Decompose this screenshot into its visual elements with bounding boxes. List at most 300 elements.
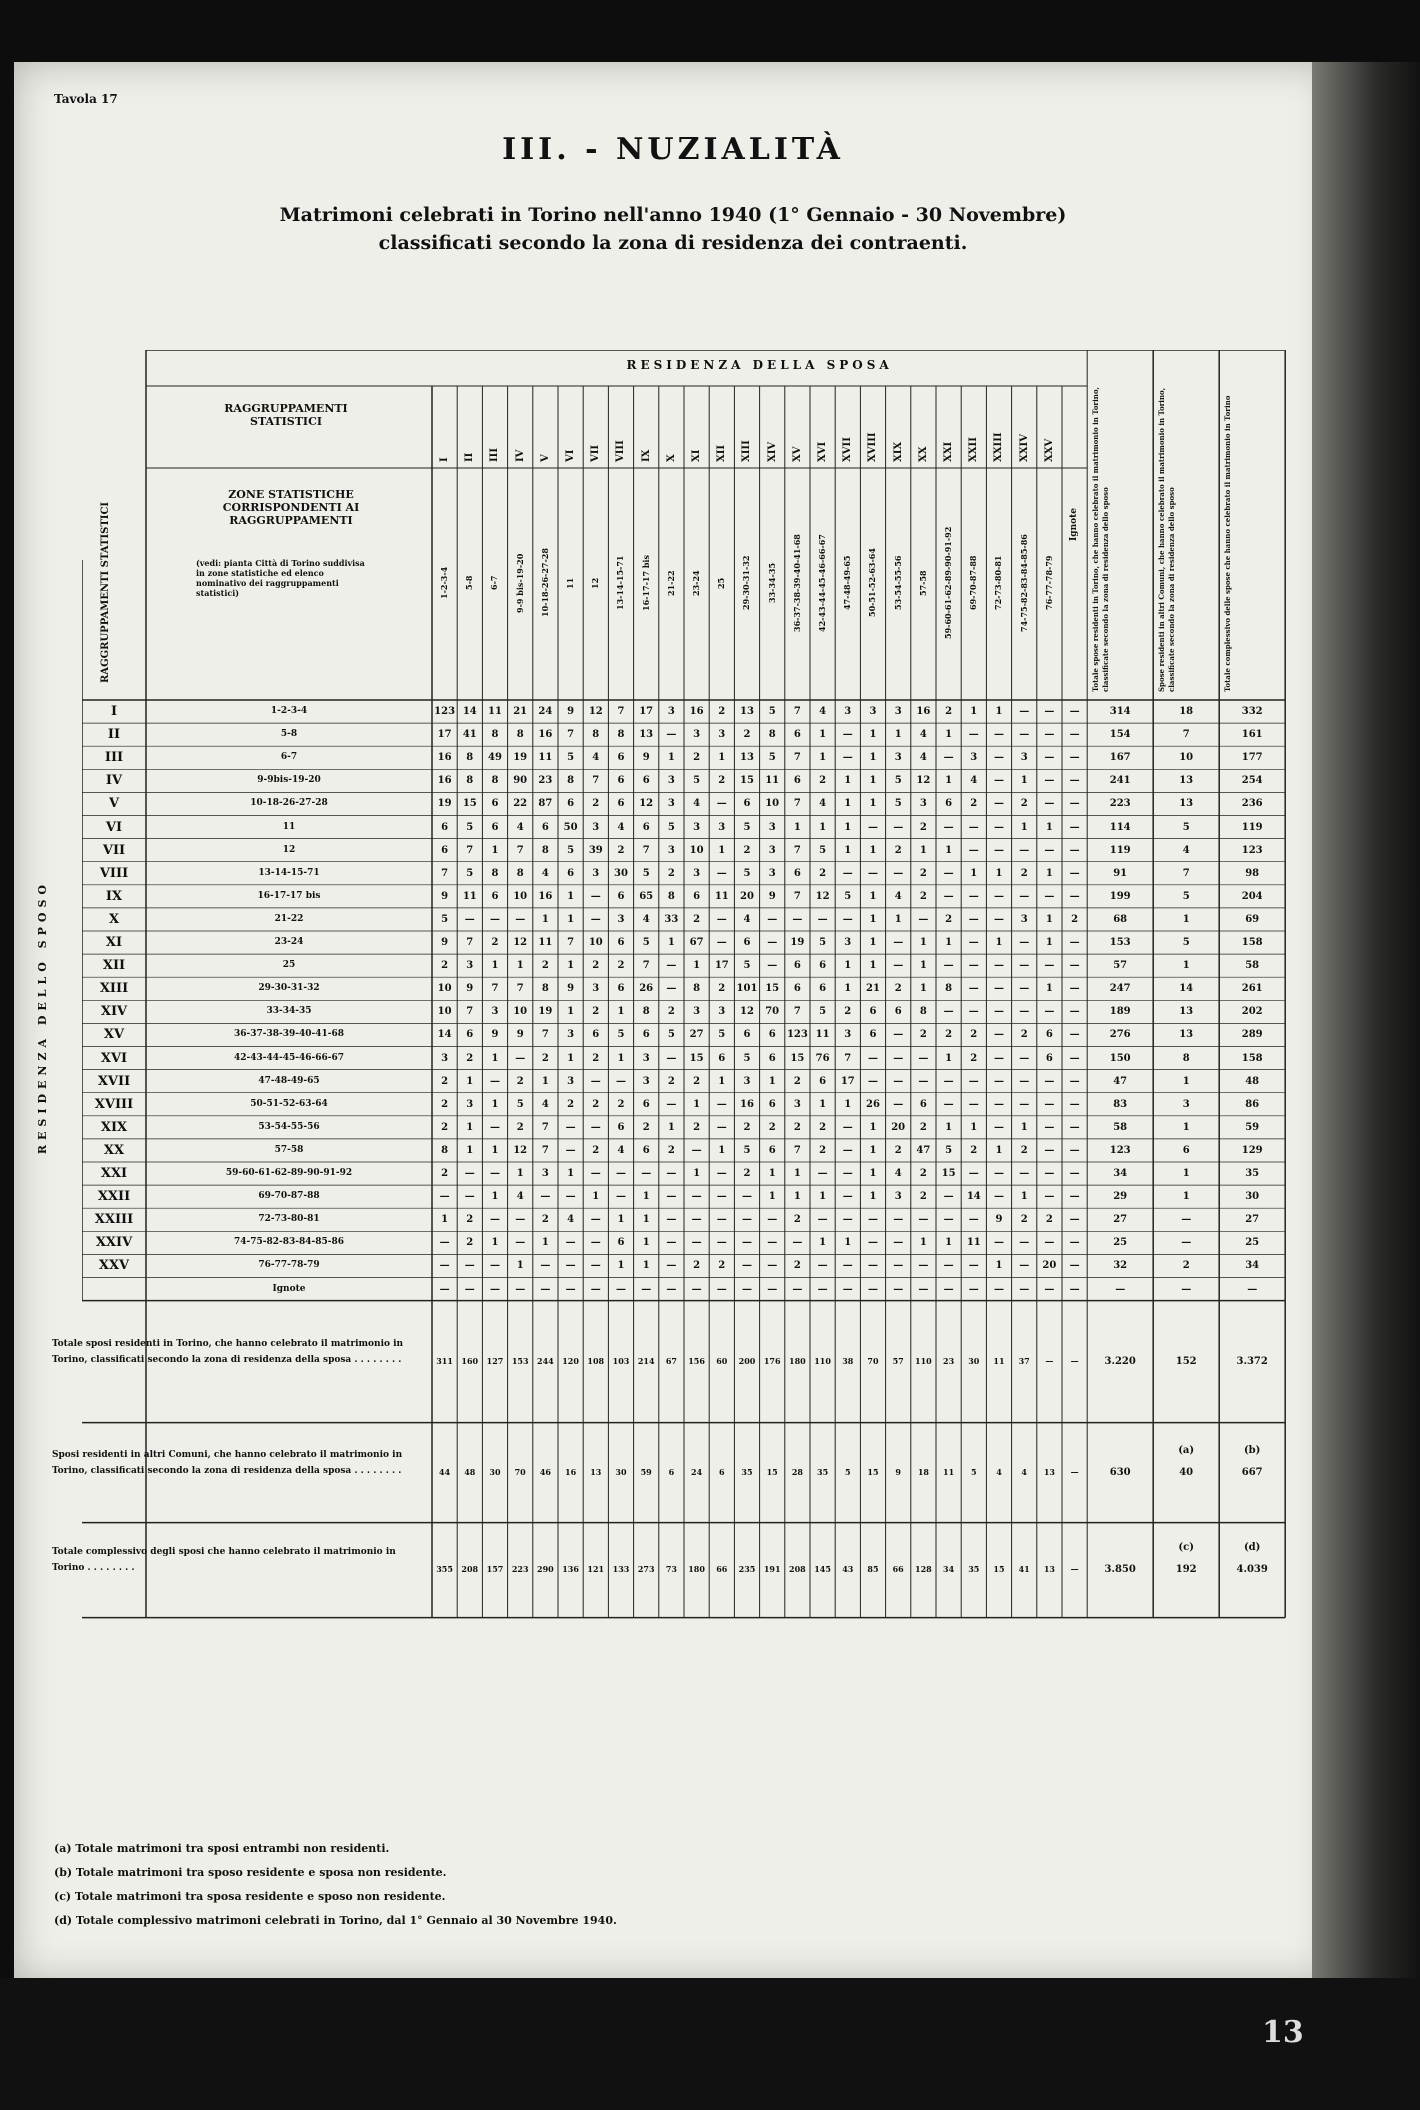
row-total-complessivo: 86 [1245, 1098, 1260, 1110]
table-cell: 7 [466, 844, 474, 856]
table-cell: — [993, 798, 1004, 810]
table-cell: — [1069, 1098, 1080, 1110]
table-cell: — [893, 1029, 904, 1041]
table-cell: 6 [491, 821, 499, 833]
table-cell: — [867, 1237, 878, 1249]
table-cell: — [1044, 1283, 1055, 1295]
table-cell: — [842, 1144, 853, 1156]
table-cell: 14 [966, 1191, 981, 1203]
col-total-torino-header: Totale spose residenti in Torino, che hanno celebrato il matrimonio in Torino, classificate secondo la zona di residenza dello sposo [1091, 387, 1111, 692]
table-cell: 8 [667, 890, 675, 902]
table-cell: — [1069, 729, 1080, 741]
row-total-complessivo: 35 [1245, 1168, 1260, 1179]
row-total-complessivo: 25 [1245, 1237, 1260, 1249]
table-cell: 1 [844, 960, 852, 972]
table-cell: 1 [844, 983, 852, 995]
table-cell: — [489, 1283, 500, 1295]
totals-cell: 208 [789, 1564, 806, 1575]
table-cell: 1 [693, 1168, 701, 1179]
table-cell: 1 [819, 752, 827, 764]
table-cell: 5 [743, 867, 751, 879]
table-cell: — [716, 1237, 727, 1249]
table-cell: 1 [567, 960, 575, 972]
table-cell: 3 [844, 1029, 852, 1041]
table-cell: — [716, 1214, 727, 1226]
table-cell: 41 [462, 729, 477, 741]
table-cell: 9 [466, 983, 474, 995]
table-cell: 4 [894, 1168, 902, 1179]
row-total-complessivo: 69 [1245, 913, 1260, 925]
table-cell: — [590, 1075, 601, 1087]
totals-total-altri: 40 [1179, 1466, 1194, 1478]
table-cell: 2 [945, 706, 953, 717]
row-total-altri: 3 [1182, 1098, 1190, 1110]
totals-cell: 290 [537, 1564, 554, 1575]
table-cell: 8 [491, 775, 499, 787]
totals-cell: 128 [915, 1564, 932, 1575]
totals-total-altri: 152 [1175, 1355, 1197, 1367]
table-cell: — [1019, 1006, 1030, 1018]
col-totale-complessivo-header: Totale complessivo delle spose che hanno celebrato il matrimonio in Torino [1223, 395, 1233, 692]
table-cell: — [1044, 1098, 1055, 1110]
table-cell: 1 [693, 1098, 701, 1110]
table-cell: 9 [516, 1029, 524, 1041]
table-cell: 2 [466, 1214, 474, 1226]
col-group-header: VII [590, 444, 602, 462]
table-cell: — [540, 1283, 551, 1295]
table-cell: — [464, 1191, 475, 1203]
row-group-label: XI [105, 935, 123, 950]
row-total-torino: 223 [1109, 798, 1131, 810]
table-cell: 3 [441, 1052, 449, 1064]
table-cell: 2 [466, 1052, 474, 1064]
table-cell: 8 [491, 867, 499, 879]
table-cell: 6 [617, 983, 625, 995]
table-cell: 6 [617, 798, 625, 810]
table-cell: 1 [869, 1144, 877, 1156]
totals-cell: 5 [970, 1466, 977, 1477]
table-cell: — [1044, 844, 1055, 856]
table-cell: — [842, 1191, 853, 1203]
table-cell: 1 [567, 913, 575, 925]
table-cell: 2 [667, 1006, 675, 1018]
row-total-altri: — [1181, 1214, 1192, 1226]
table-cell: 21 [866, 983, 880, 995]
table-cell: 6 [793, 960, 801, 972]
table-cell: 1 [718, 844, 726, 856]
table-cell: 4 [541, 867, 549, 879]
table-cell: 1 [768, 1075, 776, 1087]
table-cell: 3 [567, 1029, 575, 1041]
table-cell: — [943, 1191, 954, 1203]
totals-cell: 4 [1021, 1466, 1027, 1477]
col-zone-header: 42-43-44-45-46-66-67 [817, 534, 827, 632]
row-total-complessivo: 58 [1245, 960, 1260, 972]
table-cell: 6 [617, 1121, 625, 1133]
table-cell: 1 [516, 1168, 524, 1179]
row-total-complessivo: 59 [1245, 1121, 1260, 1133]
table-cell: 2 [693, 1121, 701, 1133]
table-cell: — [1069, 1006, 1080, 1018]
table-cell: — [666, 1283, 677, 1295]
table-cell: 39 [588, 844, 603, 856]
table-cell: — [993, 775, 1004, 787]
table-cell: 1 [894, 913, 902, 925]
row-total-torino: — [1115, 1283, 1126, 1295]
totals-total-torino: 3.220 [1104, 1355, 1136, 1367]
table-cell: — [1069, 890, 1080, 902]
table-cell: — [1069, 752, 1080, 764]
table-cell: 3 [592, 867, 600, 879]
table-cell: — [1069, 1144, 1080, 1156]
table-cell: — [489, 1075, 500, 1087]
table-cell: — [716, 1168, 727, 1179]
table-cell: 1 [919, 1237, 927, 1249]
table-cell: 8 [441, 1144, 449, 1156]
table-cell: — [1044, 1237, 1055, 1249]
totals-cell: 13 [1043, 1564, 1055, 1575]
table-cell: 6 [1045, 1052, 1053, 1064]
table-cell: 10 [437, 1006, 452, 1018]
table-cell: 3 [844, 706, 852, 717]
table-cell: 2 [592, 960, 600, 972]
table-cell: 22 [513, 798, 528, 810]
table-cell: 3 [693, 1006, 701, 1018]
row-total-complessivo: 158 [1241, 1052, 1263, 1064]
table-cell: 2 [567, 1098, 575, 1110]
table-cell: — [1044, 775, 1055, 787]
table-cell: — [767, 1260, 778, 1272]
table-cell: — [968, 821, 979, 833]
table-cell: 47 [916, 1144, 931, 1156]
totals-cell: 66 [716, 1564, 728, 1575]
table-cell: 1 [516, 1260, 524, 1272]
table-cell: 1 [441, 1214, 449, 1226]
totals-cell: 13 [590, 1466, 602, 1477]
row-zone-label: 76-77-78-79 [258, 1260, 320, 1271]
totals-cell: 66 [892, 1564, 904, 1575]
table-cell: 1 [869, 752, 877, 764]
table-cell: 6 [617, 775, 625, 787]
row-zone-label: 5-8 [280, 729, 298, 740]
table-cell: — [1069, 983, 1080, 995]
table-cell: — [716, 1283, 727, 1295]
table-cell: — [767, 960, 778, 972]
table-cell: 1 [919, 844, 927, 856]
table-cell: 6 [567, 798, 575, 810]
row-zone-label: 21-22 [274, 913, 304, 924]
row-total-complessivo: 48 [1245, 1075, 1260, 1087]
col-zone-header: 12 [590, 577, 601, 589]
table-cell: 26 [639, 983, 654, 995]
row-total-altri: 1 [1182, 1121, 1190, 1133]
table-cell: 16 [916, 706, 931, 717]
totals-cell: 235 [738, 1564, 756, 1575]
table-cell: 6 [793, 983, 801, 995]
table-cell: 6 [617, 1237, 625, 1249]
table-cell: — [666, 1052, 677, 1064]
table-cell: 21 [513, 706, 528, 717]
table-cell: 5 [642, 867, 650, 879]
row-group-label: XVIII [94, 1096, 134, 1112]
table-cell: 1 [617, 1052, 625, 1064]
row-total-complessivo: 204 [1241, 890, 1263, 902]
row-total-altri: 6 [1182, 1144, 1190, 1156]
table-cell: — [767, 1237, 778, 1249]
col-group-header: VI [565, 449, 576, 462]
table-cell: — [691, 1237, 702, 1249]
table-cell: — [968, 960, 979, 972]
table-cell: 1 [567, 890, 575, 902]
page-edge-shadow [1312, 62, 1420, 2110]
table-cell: 23 [538, 775, 553, 787]
table-cell: 6 [617, 937, 625, 948]
table-cell: 2 [516, 1121, 524, 1133]
table-cell: 5 [693, 775, 701, 787]
table-cell: 30 [614, 867, 628, 879]
table-cell: 1 [844, 821, 852, 833]
page-number: 13 [1262, 2015, 1304, 2050]
table-cell: 70 [765, 1006, 780, 1018]
table-cell: 5 [743, 960, 751, 972]
row-total-complessivo: 177 [1241, 752, 1263, 764]
footnote-marker: (b) [1243, 1444, 1261, 1456]
table-cell: — [1044, 1075, 1055, 1087]
col-group-header: XXIII [993, 432, 1005, 462]
table-cell: — [666, 960, 677, 972]
table-cell: 90 [513, 775, 528, 787]
table-cell: — [767, 1283, 778, 1295]
row-zone-label: 57-58 [274, 1144, 304, 1155]
table-cell: — [943, 960, 954, 972]
table-cell: 3 [617, 913, 625, 925]
table-cell: — [1069, 1214, 1080, 1226]
table-cell: 5 [819, 937, 827, 948]
row-group-label: XX [103, 1142, 125, 1158]
table-cell: 76 [815, 1052, 830, 1064]
row-group-label: XXIV [95, 1235, 133, 1251]
row-zone-label: 74-75-82-83-84-85-86 [233, 1237, 345, 1248]
table-cell: — [489, 1214, 500, 1226]
table-cell: 11 [462, 890, 477, 902]
table-cell: — [767, 1214, 778, 1226]
table-cell: 123 [434, 706, 456, 717]
totals-cell: 200 [738, 1355, 756, 1366]
table-cell: 1 [667, 1121, 675, 1133]
table-cell: 2 [693, 913, 701, 925]
table-cell: 4 [567, 1214, 575, 1226]
table-cell: — [867, 1260, 878, 1272]
row-group-label: V [108, 796, 120, 812]
table-cell: — [691, 1214, 702, 1226]
table-cell: 2 [541, 960, 549, 972]
table-cell: 3 [466, 1098, 474, 1110]
table-cell: 1 [919, 937, 927, 948]
col-group-header: XX [917, 446, 929, 462]
table-cell: 1 [642, 1191, 650, 1203]
row-group-label: XVII [97, 1073, 131, 1089]
table-cell: 2 [793, 1121, 801, 1133]
table-cell: — [1069, 1237, 1080, 1249]
table-cell: — [993, 752, 1004, 764]
table-cell: 11 [765, 775, 780, 787]
table-cell: 4 [743, 913, 751, 925]
table-cell: — [918, 1075, 929, 1087]
table-cell: 1 [995, 937, 1003, 948]
row-group-label: X [108, 911, 120, 927]
table-cell: 2 [441, 1075, 449, 1087]
table-cell: 2 [441, 1098, 449, 1110]
table-cell: 50 [563, 821, 578, 833]
table-cell: 4 [693, 798, 701, 810]
row-total-altri: 1 [1182, 1168, 1190, 1179]
row-total-altri: 1 [1182, 913, 1190, 925]
table-cell: — [641, 1168, 652, 1179]
col-group-header: III [489, 447, 501, 462]
table-cell: 20 [891, 1121, 906, 1133]
table-cell: 1 [516, 960, 524, 972]
table-cell: — [1044, 798, 1055, 810]
totals-cell: 110 [814, 1355, 831, 1366]
table-cell: 7 [642, 960, 650, 972]
col-group-header: XII [716, 444, 728, 462]
col-group-header: XXV [1043, 438, 1055, 462]
totals-cell: 73 [665, 1564, 677, 1575]
col-group-header: X [665, 454, 677, 462]
table-cell: 6 [441, 821, 449, 833]
table-cell: — [817, 1283, 828, 1295]
table-cell: 1 [642, 1214, 650, 1226]
raggruppamenti-header: RAGGRUPPAMENTI STATISTICI [224, 402, 348, 428]
table-cell: 16 [538, 729, 553, 741]
table-cell: 3 [718, 1006, 726, 1018]
table-cell: 3 [1020, 752, 1028, 764]
col-zone-header: 53-54-55-56 [892, 555, 903, 611]
table-cell: — [1019, 1098, 1030, 1110]
row-zone-label: 12 [282, 844, 296, 855]
table-cell: 1 [945, 1237, 953, 1249]
col-zone-header: 50-51-52-63-64 [867, 548, 878, 618]
table-cell: — [968, 1283, 979, 1295]
table-cell: — [867, 1052, 878, 1064]
totals-cell: 41 [1018, 1564, 1030, 1575]
table-cell: — [1019, 983, 1030, 995]
table-cell: 3 [667, 775, 675, 787]
table-cell: 26 [866, 1098, 880, 1110]
table-cell: 9 [995, 1214, 1003, 1226]
table-cell: — [1069, 1075, 1080, 1087]
row-group-label: XII [102, 958, 126, 974]
table-cell: — [993, 983, 1004, 995]
table-cell: 2 [819, 867, 827, 879]
table-cell: 7 [516, 983, 524, 995]
table-cell: 6 [793, 867, 801, 879]
totals-cell: 15 [993, 1564, 1005, 1575]
col-group-header: IV [514, 449, 526, 462]
row-total-torino: 154 [1109, 729, 1131, 741]
table-cell: — [1019, 1052, 1030, 1064]
table-cell: 2 [894, 1144, 902, 1156]
table-cell: 2 [592, 1144, 600, 1156]
table-cell: — [1019, 960, 1030, 972]
table-cell: 1 [995, 1260, 1003, 1272]
table-cell: 2 [970, 1029, 978, 1041]
table-cell: — [1019, 890, 1030, 902]
totals-total-complessivo: 667 [1241, 1466, 1263, 1478]
table-cell: — [1019, 1168, 1030, 1179]
table-cell: — [741, 1237, 752, 1249]
row-total-torino: 34 [1113, 1168, 1128, 1179]
table-cell: — [842, 913, 853, 925]
table-cell: 3 [592, 983, 600, 995]
row-total-torino: 241 [1109, 775, 1131, 787]
table-cell: — [993, 960, 1004, 972]
table-cell: 2 [945, 1029, 953, 1041]
table-cell: 1 [844, 1237, 852, 1249]
table-cell: 6 [466, 1029, 474, 1041]
table-cell: — [716, 1121, 727, 1133]
table-cell: — [515, 1237, 526, 1249]
table-cell: — [918, 1052, 929, 1064]
table-cell: 101 [736, 983, 758, 995]
col-zone-header: 13-14-15-71 [615, 555, 626, 611]
row-zone-label: 6-7 [280, 752, 298, 763]
table-cell: 2 [894, 844, 902, 856]
table-cell: 2 [693, 1075, 701, 1087]
table-cell: 2 [718, 706, 726, 717]
table-cell: 5 [617, 1029, 625, 1041]
row-zone-label: 42-43-44-45-46-66-67 [233, 1052, 345, 1063]
totals-cell: 30 [615, 1466, 627, 1477]
table-cell: — [464, 1260, 475, 1272]
table-cell: 7 [617, 706, 625, 717]
table-cell: 1 [819, 729, 827, 741]
row-total-altri: 10 [1179, 752, 1194, 764]
col-group-header: XIII [741, 440, 753, 462]
table-cell: 1 [970, 1121, 978, 1133]
row-total-torino: 29 [1113, 1191, 1128, 1203]
row-total-torino: 189 [1109, 1006, 1131, 1018]
table-cell: 1 [491, 1098, 499, 1110]
table-cell: 4 [919, 729, 927, 741]
table-cell: — [1069, 1168, 1080, 1179]
table-cell: 2 [970, 1052, 978, 1064]
col-zone-header: 16-17-17 bis [640, 555, 651, 611]
row-zone-label: 16-17-17 bis [257, 890, 321, 901]
table-cell: 1 [491, 844, 499, 856]
row-total-torino: 83 [1113, 1098, 1128, 1110]
table-cell: 16 [437, 752, 452, 764]
table-cell: 8 [567, 775, 575, 787]
col-zone-header: 74-75-82-83-84-85-86 [1018, 534, 1029, 632]
table-cell: — [1069, 821, 1080, 833]
table-cell: 1 [995, 867, 1003, 879]
table-cell: 4 [919, 752, 927, 764]
table-cell: 5 [642, 937, 650, 948]
table-cell: 15 [765, 983, 780, 995]
table-cell: — [968, 729, 979, 741]
row-group-label: XVI [100, 1050, 128, 1066]
table-cell: 4 [970, 775, 978, 787]
table-cell: 1 [617, 1214, 625, 1226]
table-cell: 2 [541, 1052, 549, 1064]
table-cell: 2 [919, 1121, 927, 1133]
table-cell: 12 [815, 890, 830, 902]
table-cell: 7 [541, 1121, 549, 1133]
table-cell: 3 [592, 821, 600, 833]
table-cell: 1 [1020, 1121, 1028, 1133]
table-cell: 3 [894, 706, 902, 717]
